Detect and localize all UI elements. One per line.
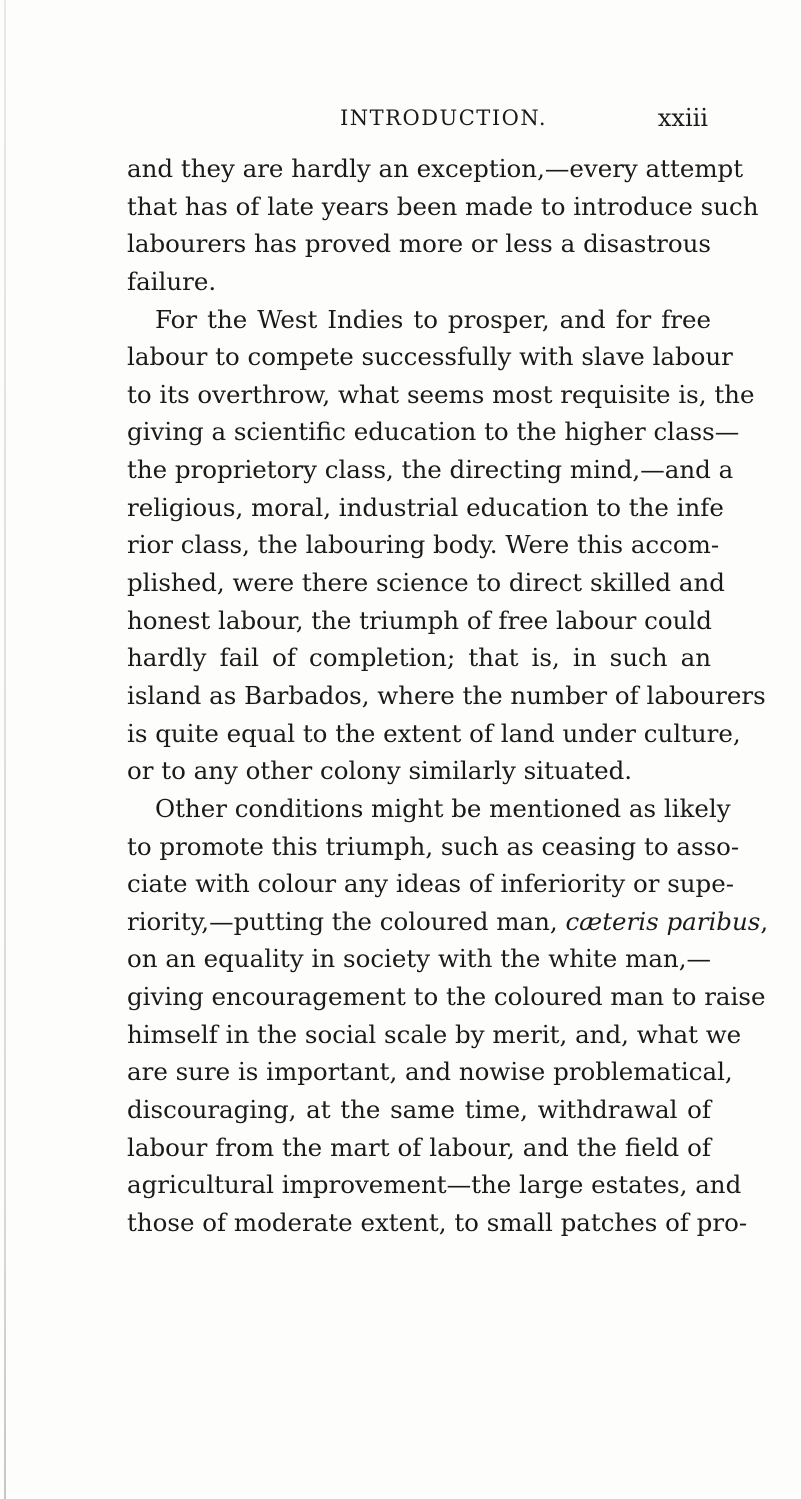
page-number: xxiii <box>657 104 708 132</box>
body-text <box>127 150 769 1242</box>
text-line: that has of late years been made to introduce such <box>127 191 759 221</box>
text-line: religious, moral, industrial education to the infe <box>127 492 724 522</box>
text-line: labourers has proved more or less a disastrous <box>127 229 711 259</box>
text-line: failure. <box>127 266 217 296</box>
text-line: honest labour, the triumph of free labour could <box>127 605 712 635</box>
text-line: plished, were there science to direct skilled and <box>127 568 725 598</box>
text-line: to promote this triumph, such as ceasing to asso- <box>127 831 740 861</box>
page-gutter-edge <box>4 0 6 1499</box>
running-head-title: INTRODUCTION. <box>340 106 548 130</box>
text-line: giving encouragement to the coloured man to raise <box>127 982 766 1012</box>
text-line: are sure is important, and nowise problematical, <box>127 1057 733 1087</box>
text-line: discouraging, at the same time, withdrawal of <box>127 1095 711 1125</box>
text-line: on an equality in society with the white man,— <box>127 944 711 974</box>
italic-phrase: cæteris paribus <box>565 906 761 936</box>
text-line: ciate with colour any ideas of inferiority or supe- <box>127 869 735 899</box>
running-head <box>128 100 708 136</box>
text-line: himself in the social scale by merit, and, what we <box>127 1019 742 1049</box>
text-line: to its overthrow, what seems most requisite is, the <box>127 379 755 409</box>
text-line: giving a scientific education to the higher class— <box>127 417 740 447</box>
text-line: For the West Indies to prosper, and for free <box>155 304 711 334</box>
text-line: and they are hardly an exception,—every attempt <box>127 154 744 183</box>
text-line: riority,—putting the coloured man, cæteris paribus, <box>127 906 769 936</box>
text-line: labour from the mart of labour, and the field of <box>127 1132 711 1162</box>
text-line: hardly fail of completion; that is, in such an <box>127 643 711 673</box>
text-line: those of moderate extent, to small patches of pro- <box>127 1207 748 1237</box>
text-line: rior class, the labouring body. Were this accom- <box>127 530 720 560</box>
text-line: island as Barbados, where the number of labourers <box>127 680 766 710</box>
text-line: agricultural improvement—the large estates, and <box>127 1170 742 1200</box>
text-line: labour to compete successfully with slave labour <box>127 342 733 372</box>
text-line: the proprietory class, the directing mind,—and a <box>127 455 734 485</box>
text-line: is quite equal to the extent of land under culture, <box>127 718 741 748</box>
text-line: or to any other colony similarly situated. <box>127 756 633 786</box>
text-line: Other conditions might be mentioned as likely <box>155 793 731 823</box>
